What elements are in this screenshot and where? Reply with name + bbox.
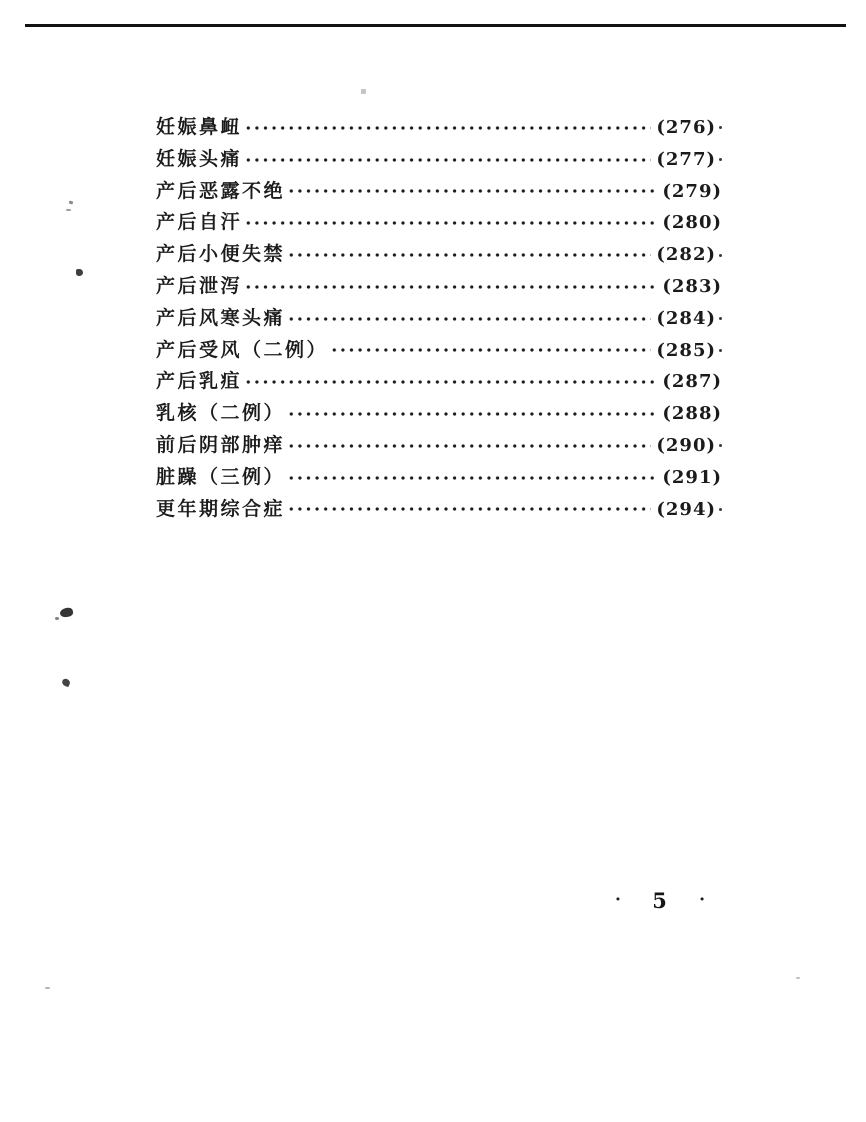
toc-entry-page: (291) [662,466,722,488]
footer-right-dot: · [699,889,705,910]
ink-speck [66,209,71,211]
toc-entry [156,335,722,367]
toc-entry-title: 产后受风（二例） [156,338,329,361]
toc-entry-page: (282) [656,244,716,266]
toc-entry-title: 产后乳疽 [156,370,243,393]
toc-entry [156,176,722,208]
toc-dot-leader [244,118,651,138]
toc-dot-leader [287,181,657,201]
toc-entry-page: (285) [656,339,716,361]
toc-entry-page: (279) [662,180,722,202]
ink-speck [361,89,366,94]
toc-entry [156,398,722,430]
toc-entry-title: 产后恶露不绝 [156,179,286,202]
ink-speck [59,607,74,619]
toc-entry [156,207,722,239]
toc-entry-page: (283) [662,275,722,297]
toc-entry-title: 更年期综合症 [156,497,286,520]
ink-speck [69,200,74,204]
footer-left-dot: · [615,889,621,910]
toc-dot-leader [287,436,651,456]
toc-entry [156,303,722,335]
toc-entry [156,271,722,303]
ink-speck [796,977,800,979]
toc-dot-leader [287,404,657,424]
toc-entry [156,112,722,144]
toc-entry-page: (290) [656,434,716,456]
toc-entry-title: 妊娠头痛 [156,147,243,170]
toc-dot-leader [330,340,651,360]
toc-entry [156,366,722,398]
page-number: 5 [652,887,668,913]
toc-entry-page: (277) [656,148,716,170]
toc-entry-title: 产后自汗 [156,211,243,234]
toc-dot-leader [244,150,651,170]
toc-dot-leader [287,499,651,519]
toc-entry [156,462,722,494]
toc-entry-title: 产后小便失禁 [156,243,286,266]
toc-entry-page: (287) [662,371,722,393]
toc-dot-leader [244,213,657,233]
toc-dot-leader [287,309,651,329]
toc-entry [156,494,722,526]
toc-entry [156,239,722,271]
toc-dot-leader [244,372,657,392]
toc-dot-leader [287,245,651,265]
toc-entry-page: (284) [656,307,716,329]
toc-entry-page: (280) [662,212,722,234]
toc-entry [156,144,722,176]
toc-entry-page: (288) [662,403,722,425]
toc-entry-title: 产后风寒头痛 [156,306,286,329]
ink-speck [76,269,83,276]
ink-speck [61,678,71,688]
toc-dot-leader [287,468,657,488]
toc-entry-title: 前后阴部肿痒 [156,433,286,456]
ink-speck [45,987,50,989]
ink-speck [55,617,59,620]
toc-entry-page: (294) [656,498,716,520]
toc-entry-title: 产后泄泻 [156,274,243,297]
toc-entry-title: 妊娠鼻衄 [156,116,243,138]
toc-list [156,112,722,525]
toc-dot-leader [244,277,657,297]
toc-entry-title: 脏躁（三例） [156,465,286,488]
page-footer [615,884,705,916]
scan-border-line [25,24,846,27]
toc-entry-title: 乳核（二例） [156,402,286,425]
toc-entry-page: (276) [656,117,716,138]
toc-entry [156,430,722,462]
